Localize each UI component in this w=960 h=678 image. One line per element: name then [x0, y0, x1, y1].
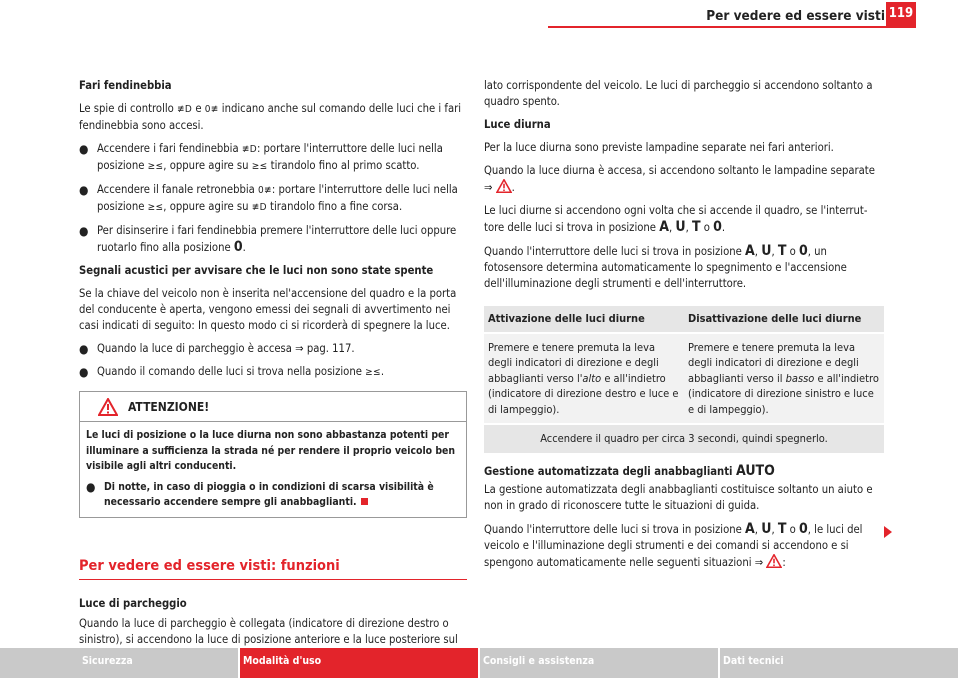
next-page-arrow-icon[interactable]: [884, 526, 892, 538]
daylight-text: Le luci diurne si accendono ogni volta che si accende il quadro, se l'interruttore delle luci si trova in posizione A, U, T o 0.: [484, 204, 868, 235]
low-beam-icon: ≥≤: [251, 161, 268, 172]
switch-position-0: 0: [233, 239, 243, 255]
tab-consigli-assistenza[interactable]: Consigli e assistenza: [480, 648, 720, 678]
front-fog-icon: ≢D: [241, 144, 257, 155]
table-cell: Premere e tenere premuta la leva degli indicatori di direzione e degli abbaglianti verso il basso e all'indietro (indicatore di direzione sinistro e luce e di lampeggio).: [684, 333, 884, 425]
auto-text: Quando l'interruttore delle luci si trova in posizione A, U, T o 0, le luci del veicolo e l'illuminazione degli strumenti e dei comandi si accendono e si spengono automaticamente nelle seguenti situazioni ⇒ :: [484, 520, 863, 569]
daylight-table: [484, 306, 884, 453]
table-header: Disattivazione delle luci diurne: [684, 306, 884, 333]
auto-text: La gestione automatizzata degli anabbaglianti costituisce soltanto un aiuto e non in grado di riconoscere tutte le situazioni di guida.: [484, 482, 873, 512]
rear-fog-icon: 0≢: [258, 185, 272, 196]
tab-sicurezza[interactable]: Sicurezza: [0, 648, 240, 678]
arrow-icon: ⇒: [295, 342, 304, 355]
daylight-text: Quando l'interruttore delle luci si trova in posizione A, U, T o 0, un fotosensore determina automaticamente lo spegnimento e l'accensione dell'illuminazione degli strumenti e dell'interruttore.: [484, 243, 847, 290]
left-column: [79, 78, 467, 655]
table-header: Attivazione delle luci diurne: [484, 306, 684, 333]
parking-title: Luce di parcheggio: [79, 596, 187, 610]
table-cell: Accendere il quadro per circa 3 secondi, quindi spegnerlo.: [484, 424, 884, 453]
daylight-text: Per la luce diurna sono previste lampadine separate nei fari anteriori.: [484, 141, 834, 154]
continued-text: lato corrispondente del veicolo. Le luci di parcheggio si accendono soltanto a quadro spento.: [484, 79, 873, 108]
parking-text: Quando la luce di parcheggio è collegata (indicatore di direzione destro o sinistro), si accendono la luce di posizione anteriore e la luce posteriore sul: [79, 616, 458, 646]
table-row: [484, 333, 884, 425]
auto-symbol: AUTO: [736, 462, 775, 479]
table-cell: Premere e tenere premuta la leva degli indicatori di direzione e degli abbaglianti verso l'alto e all'indietro (indicatore di direzione destro e luce e di lampeggio).: [484, 333, 684, 425]
front-fog-icon: ≢D: [251, 202, 267, 213]
low-beam-icon: ≥≤: [365, 367, 381, 378]
header-rule: [548, 26, 916, 28]
low-beam-icon: ≥≤: [147, 202, 164, 213]
page-link[interactable]: pag. 117.: [306, 342, 355, 355]
auto-title: Gestione automatizzata degli anabbaglianti AUTO: [484, 462, 775, 479]
acoustic-text: Se la chiave del veicolo non è inserita nel'accensione del quadro e la porta del conducente è aperta, vengono emessi dei segnali di avvertimento nei casi indicati di seguito: In questo modo ci si ricorderà di spegnere la luce.: [79, 287, 457, 332]
list-item: ● Quando il comando delle luci si trova nella posizione ≥≤.: [79, 365, 385, 379]
table-row: [484, 424, 884, 453]
daylight-text: Quando la luce diurna è accesa, si accendono soltanto le lampadine separate ⇒ .: [484, 164, 875, 194]
tab-dati-tecnici[interactable]: Dati tecnici: [720, 648, 960, 678]
daylight-title: Luce diurna: [484, 118, 551, 131]
warning-triangle-icon[interactable]: [496, 179, 512, 193]
page-header-title: Per vedere ed essere visti: [706, 8, 885, 24]
front-fog-icon: ≢D: [177, 104, 193, 115]
list-item: ● Accendere i fari fendinebbia ≢D: portare l'interruttore delle luci nella posizione ≥≤, oppure agire su ≥≤ tirandolo fino al primo scatto.: [79, 142, 443, 172]
arrow-icon: ⇒: [484, 181, 493, 194]
right-column: [484, 78, 884, 578]
list-item: ● Di notte, in caso di pioggia o in condizioni di scarsa visibilità è necessario accendere sempre gli anabbaglianti.: [86, 479, 434, 508]
end-mark-icon: [361, 498, 368, 505]
fog-title: Fari fendinebbia: [79, 79, 172, 92]
low-beam-icon: ≥≤: [147, 161, 164, 172]
warning-triangle-icon[interactable]: [766, 554, 782, 568]
warning-text: Le luci di posizione o la luce diurna non sono abbastanza potenti per illuminare a sufficienza la strada né per rendere il proprio veicolo ben visibile agli altri conducenti.: [86, 429, 456, 472]
section-title: Per vedere ed essere visti: funzioni: [79, 558, 467, 580]
list-item: ● Per disinserire i fari fendinebbia premere l'interruttore delle luci oppure ruotarlo fino alla posizione 0.: [79, 224, 457, 255]
tab-modalita-uso[interactable]: Modalità d'uso: [240, 648, 480, 678]
list-item: ● Accendere il fanale retronebbia 0≢: portare l'interruttore delle luci nella posizione ≥≤, oppure agire su ≢D tirandolo fino a fine corsa.: [79, 183, 458, 213]
list-item: ● Quando la luce di parcheggio è accesa ⇒ pag. 117.: [79, 342, 355, 356]
warning-box: [79, 391, 467, 518]
footer-nav: [0, 648, 960, 678]
acoustic-title: Segnali acustici per avvisare che le luci non sono state spente: [79, 264, 434, 277]
fog-intro: Le spie di controllo ≢D e 0≢ indicano anche sul comando delle luci che i fari fendinebbia sono accesi.: [79, 102, 462, 132]
rear-fog-icon: 0≢: [204, 104, 219, 115]
arrow-icon: ⇒: [754, 555, 764, 569]
page-number: 119: [886, 2, 916, 26]
warning-title: ATTENZIONE!: [128, 399, 210, 414]
warning-triangle-icon: [98, 398, 118, 416]
